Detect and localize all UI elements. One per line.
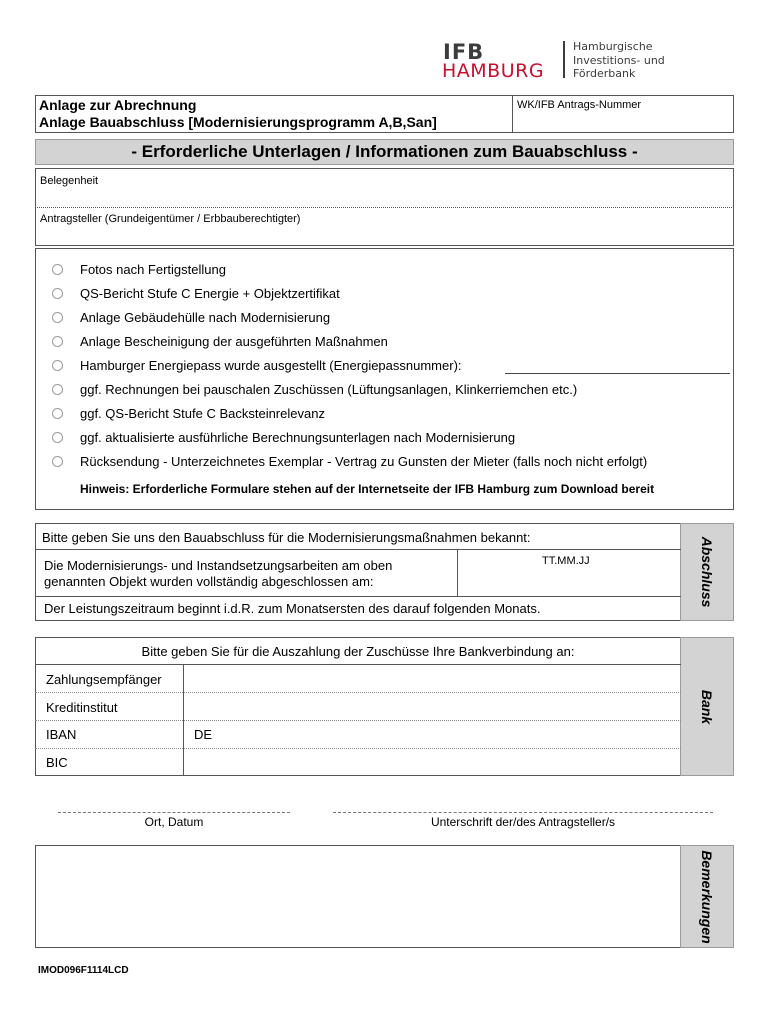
application-number-label: WK/IFB Antrags-Nummer [517, 99, 642, 111]
checklist-item-fotos: Fotos nach Fertigstellung [80, 262, 226, 277]
bank-row-divider-1 [35, 692, 681, 693]
bank-line-top [35, 664, 681, 665]
checklist-item-rechnungen: ggf. Rechnungen bei pauschalen Zuschüssen (Lüftungsanlagen, Klinkerriemchen etc.) [80, 382, 578, 397]
checklist-item-berechnungsunterlagen: ggf. aktualisierte ausführliche Berechnungsunterlagen nach Modernisierung [80, 430, 516, 445]
antragsteller-label: Antragsteller (Grundeigentümer / Erbbauberechtigter) [40, 213, 301, 225]
bank-row-divider-3 [35, 748, 681, 749]
completion-date-field[interactable] [459, 552, 679, 594]
remarks-tab [680, 845, 734, 948]
bank-tab-label: Bank [699, 689, 715, 724]
object-fields-divider [35, 207, 734, 208]
abschluss-line-2 [35, 596, 681, 597]
abschluss-statement-line-2: genannten Objekt wurden vollständig abgeschlossen am: [44, 574, 374, 589]
checklist-item-bescheinigung: Anlage Bescheinigung der ausgeführten Maßnahmen [80, 334, 388, 349]
abschluss-statement-line-1: Die Modernisierungs- und Instandsetzungsarbeiten am oben [44, 558, 393, 573]
energiepass-number-field[interactable] [505, 373, 730, 374]
logo-hamburg-text: HAMBURG [442, 60, 545, 82]
remarks-field[interactable] [35, 845, 681, 948]
abschluss-divider [457, 549, 458, 596]
completion-date-placeholder: TT.MM.JJ [542, 555, 590, 567]
abschluss-intro: Bitte geben Sie uns den Bauabschluss für die Modernisierungsmaßnahmen bekannt: [42, 530, 531, 545]
abschluss-line-1 [35, 549, 681, 550]
institute-field[interactable] [185, 694, 679, 719]
checkbox-ruecksendung[interactable] [52, 456, 63, 467]
checklist-item-gebaeudehuelle: Anlage Gebäudehülle nach Modernisierung [80, 310, 331, 325]
bank-row-divider-2 [35, 720, 681, 721]
checkbox-rechnungen[interactable] [52, 384, 63, 395]
checkbox-gebaeudehuelle[interactable] [52, 312, 63, 323]
remarks-tab-label: Bemerkungen [699, 849, 715, 944]
section-title-bar [35, 139, 734, 165]
institute-label: Kreditinstitut [46, 700, 118, 715]
logo-line-2: Investitions- und [573, 53, 665, 67]
checkbox-bescheinigung[interactable] [52, 336, 63, 347]
abschluss-tab-label: Abschluss [699, 536, 715, 608]
logo-divider [563, 41, 565, 78]
bic-label: BIC [46, 755, 68, 770]
payee-field[interactable] [185, 666, 679, 691]
section-title: - Erforderliche Unterlagen / Informationen zum Bauabschluss - [131, 142, 638, 161]
payee-label: Zahlungsempfänger [46, 672, 162, 687]
logo-line-1: Hamburgische [573, 40, 653, 53]
place-date-label: Ort, Datum [144, 815, 204, 829]
bic-field[interactable] [185, 750, 679, 775]
document-title-line-1: Anlage zur Abrechnung [39, 97, 197, 113]
logo-ifb-text: IFB [443, 40, 485, 64]
checkbox-qs-bericht[interactable] [52, 288, 63, 299]
belegenheit-label: Belegenheit [40, 175, 99, 187]
checkbox-energiepass[interactable] [52, 360, 63, 371]
bank-tab [680, 637, 734, 776]
checklist-item-energiepass: Hamburger Energiepass wurde ausgestellt (Energiepassnummer): [80, 358, 462, 373]
logo-bank-name [573, 40, 665, 81]
antragsteller-field[interactable] [38, 228, 732, 244]
application-number-field[interactable] [514, 113, 732, 131]
signature-line[interactable] [333, 812, 713, 813]
checklist-item-ruecksendung: Rücksendung - Unterzeichnetes Exemplar - Vertrag zu Gunsten der Mieter (falls noch nicht erfolgt) [80, 454, 648, 469]
iban-label: IBAN [46, 727, 77, 742]
signature-label: Unterschrift der/des Antragsteller/s [430, 815, 616, 829]
logo-line-3: Förderbank [573, 67, 636, 80]
checklist-item-backsteinrelevanz: ggf. QS-Bericht Stufe C Backsteinrelevanz [80, 406, 325, 421]
checklist-item-qs-bericht: QS-Bericht Stufe C Energie + Objektzertifikat [80, 286, 340, 301]
bank-intro: Bitte geben Sie für die Auszahlung der Zuschüsse Ihre Bankverbindung an: [141, 644, 575, 659]
leistungszeitraum-note: Der Leistungszeitraum beginnt i.d.R. zum Monatsersten des darauf folgenden Monats. [44, 601, 541, 616]
abschluss-tab [680, 523, 734, 621]
document-title-line-2: Anlage Bauabschluss [Modernisierungsprogramm A,B,San] [39, 114, 437, 130]
document-title [39, 97, 437, 131]
form-code: IMOD096F1114LCD [38, 965, 129, 976]
place-date-line[interactable] [58, 812, 290, 813]
download-hint: Hinweis: Erforderliche Formulare stehen auf der Internetseite der IFB Hamburg zum Download bereit [80, 482, 655, 496]
abschluss-statement [44, 558, 392, 590]
iban-field[interactable]: DE [194, 727, 213, 742]
checkbox-backsteinrelevanz[interactable] [52, 408, 63, 419]
checkbox-berechnungsunterlagen[interactable] [52, 432, 63, 443]
belegenheit-field[interactable] [38, 190, 732, 206]
checkbox-fotos[interactable] [52, 264, 63, 275]
header-divider [512, 95, 513, 133]
